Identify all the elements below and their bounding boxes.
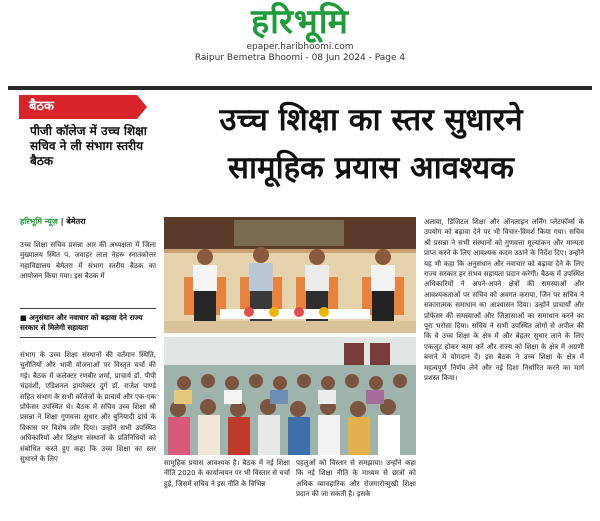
byline-place: बेमेतरा [66, 217, 86, 226]
byline-separator: | [60, 217, 67, 226]
byline-brand: हरिभूमि न्यूज़ [20, 217, 58, 226]
column-4-body: अलावा, डिजिटल शिक्षा और ऑनलाइन लर्निंग प्लेटफॉर्म्स के उपयोग को बढ़ावा देने पर भी विचार-विमर्श किया गया। सचिव श्री प्रसन्ना ने सभी संस्थानों को गुणवत्ता मूल्यांकन और मान्यता प्राप्त करने के लिए आवश्यक कदम उठाने के निर्देश दिए। उन्होंने यह भी कहा कि अनुसंधान और नवाचार को बढ़ावा देने के लिए राज्य सरकार हर संभव सहायता प्रदान करेगी। बैठक में उपस्थित अधिकारियों ने अपने-अपने क्षेत्रों की समस्याओं और आवश्यकताओं पर सचिव को अवगत कराया, जिन पर सचिव ने सकारात्मक समाधान का आश्वासन दिया। उन्होंने प्राचार्यों और प्रोफेसर की समस्याओं और जिज्ञासाओं का समाधान करने का पूरा भरोसा दिया। सचिव ने सभी उपस्थित लोगों से अपील की कि वे उच्च शिक्षा के क्षेत्र में और बेहतर सुधार लाने के लिए एकजुट होकर काम करें और राज्य को शिक्षा के क्षेत्र में अग्रणी बनाने में योगदान दें। इस बैठक ने उच्च शिक्षा के क्षेत्र में महत्वपूर्ण निर्णय लेने और नई दिशा निर्धारित करने का मार्ग प्रशस्त किया। [424, 218, 584, 383]
byline [20, 216, 155, 227]
column-2-body: सामूहिक प्रयास आवश्यक है। बैठक में नई शिक्षा नीति 2020 के कार्यान्वयन पर भी विस्तार से चर्चा हुई, जिसमें सचिव ने इस नीति के विभिन्न [164, 459, 290, 488]
headline-line-2: सामूहिक प्रयास आवश्यक [228, 150, 514, 186]
highlight-bullet-icon: ■ [20, 313, 30, 322]
audience-photo [164, 337, 416, 455]
article-top-rule [8, 86, 592, 90]
stage-photo-art [164, 217, 416, 333]
column-1-body: संभाग के उच्च शिक्षा संस्थानों की वर्तमान स्थिति, चुनौतियों और भावी योजनाओं पर विस्तृत चर्चा की गई। बैठक में कलेक्टर रणबीर शर्मा, प्राचार्य डॉ. पीपी चंद्रवंशी, एडिशनल डायरेक्टर दुर्ग डॉ. राजेश पाण्डे सहित संभाग के सभी कॉलेजों के प्राचार्य और एक-एक प्रोफेसर उपस्थित थे। बैठक में सचिव उच्च शिक्षा श्री प्रसन्ना ने शिक्षा गुणवत्ता सुधार और बुनियादी ढांचे के विकास पर विशेष जोर दिया। उन्होंने सभी उपस्थित अधिकारियों और शिक्षण संस्थानों के प्रतिनिधियों को संबोधित करते हुए कहा कि उच्च शिक्षा का स्तर सुधारने के लिए [20, 351, 156, 464]
headline-line-1: उच्च शिक्षा का स्तर सुधारने [219, 102, 523, 138]
edition-info: Raipur Bemetra Bhoomi - 08 Jun 2024 - Page 4 [194, 53, 406, 63]
sub-headline: पीजी कॉलेज में उच्च शिक्षा सचिव ने ली संभाग स्तरीय बैठक [30, 124, 147, 168]
audience-photo-art [164, 337, 416, 455]
masthead [0, 0, 600, 68]
category-tag: बैठक [19, 95, 137, 119]
highlight-box [20, 308, 156, 338]
stage-photo [164, 217, 416, 333]
category-tag-arrow [137, 95, 147, 119]
column-3-body: पहलुओं को विस्तार से समझाया। उन्होंने कहा कि नई शिक्षा नीति के माध्यम से छात्रों को अधिक व्यावहारिक और रोजगारोन्मुखी शिक्षा प्रदान की जा सकती है। इसके [296, 459, 416, 499]
main-headline [156, 96, 586, 192]
newspaper-logo: हरिभूमि [251, 2, 349, 42]
highlight-text: अनुसंधान और नवाचार को बढ़ावा देने राज्य सरकार से मिलेगी सहायता [20, 313, 143, 332]
epaper-url[interactable]: epaper.haribhoomi.com [246, 42, 354, 52]
intro-paragraph: उच्च शिक्षा सचिव प्रसन्ना आर की अध्यक्षता में जिला मुख्यालय स्थित पं. जवाहर लाल नेहरू स्नातकोत्तर महाविद्यालय बेमेतरा में संभाग स्तरीय बैठक का आयोजन किया गया। इस बैठक में [20, 241, 156, 281]
